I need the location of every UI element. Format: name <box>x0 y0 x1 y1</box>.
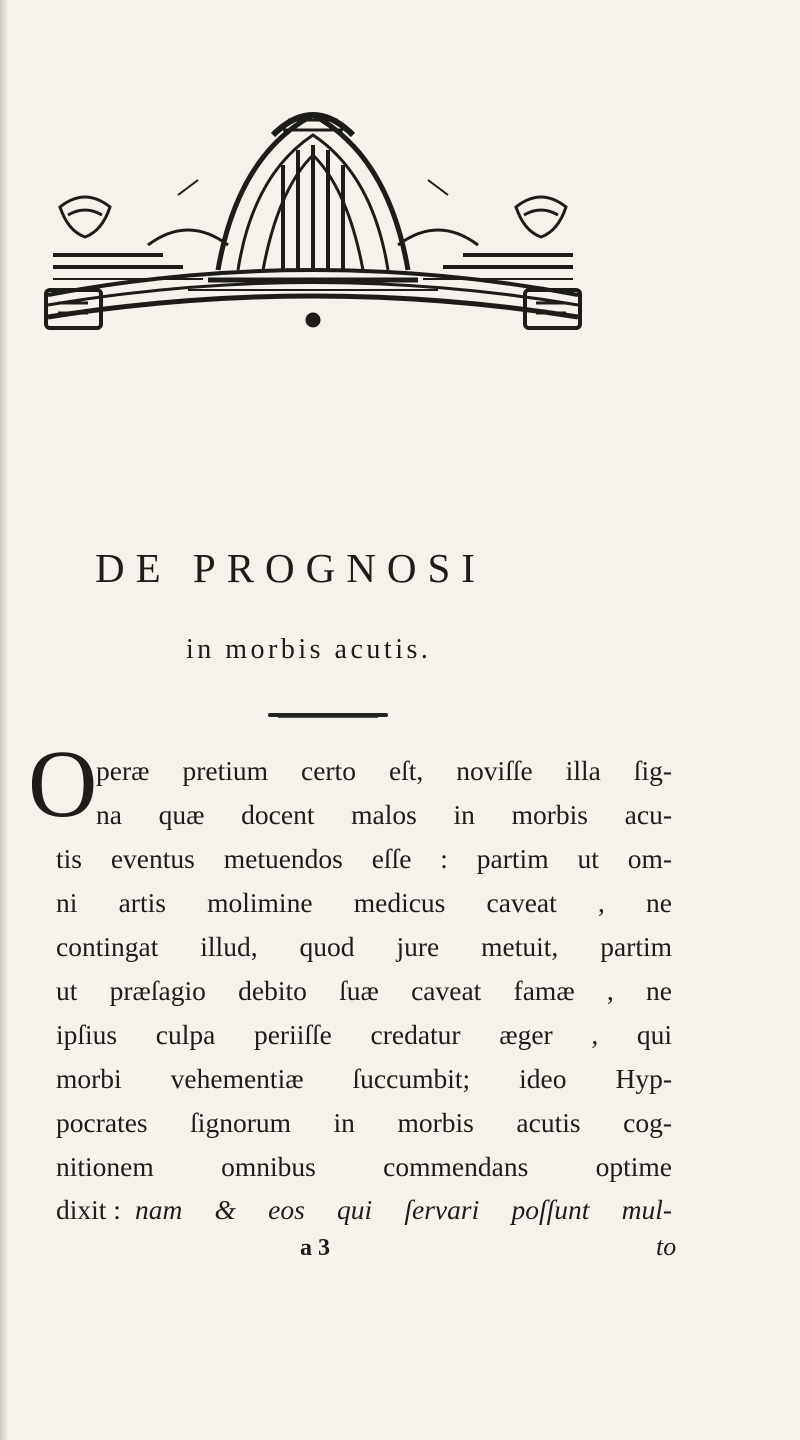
text-line-1: peræ pretium certo eſt, noviſſe illa ſig- <box>96 755 672 786</box>
decorative-rule <box>268 713 388 717</box>
ornamental-headpiece-icon <box>38 95 588 340</box>
text-line-7: ipſius culpa periiſſe credatur æger , qui <box>56 1019 672 1050</box>
text-line-9: pocrates ſignorum in morbis acutis cog- <box>56 1107 672 1138</box>
signature-mark: a 3 <box>300 1235 330 1261</box>
text-line-11-italic: nam & eos qui ſervari poſſunt mul- <box>134 1194 672 1225</box>
text-line-8: morbi vehementiæ ſuccumbit; ideo Hyp- <box>56 1063 672 1094</box>
text-line-2: na quæ docent malos in morbis acu- <box>96 799 672 830</box>
text-line-5: contingat illud, quod jure metuit, partim <box>56 931 672 962</box>
page-subtitle: in morbis acutis. <box>186 634 432 665</box>
text-line-6: ut præſagio debito ſuæ caveat famæ , ne <box>56 975 672 1006</box>
drop-capital: O <box>28 730 98 837</box>
text-line-3: tis eventus metuendos eſſe : partim ut om- <box>56 843 672 874</box>
page-edge-shadow <box>0 0 8 1440</box>
text-line-4: ni artis molimine medicus caveat , ne <box>56 887 672 918</box>
text-line-11 <box>56 1196 672 1224</box>
page-title: DE PROGNOSI <box>95 545 486 591</box>
text-line-10: nitionem omnibus commendans optime <box>56 1151 672 1182</box>
text-line-11-roman: dixit : <box>56 1194 121 1225</box>
catchword: to <box>656 1232 677 1261</box>
